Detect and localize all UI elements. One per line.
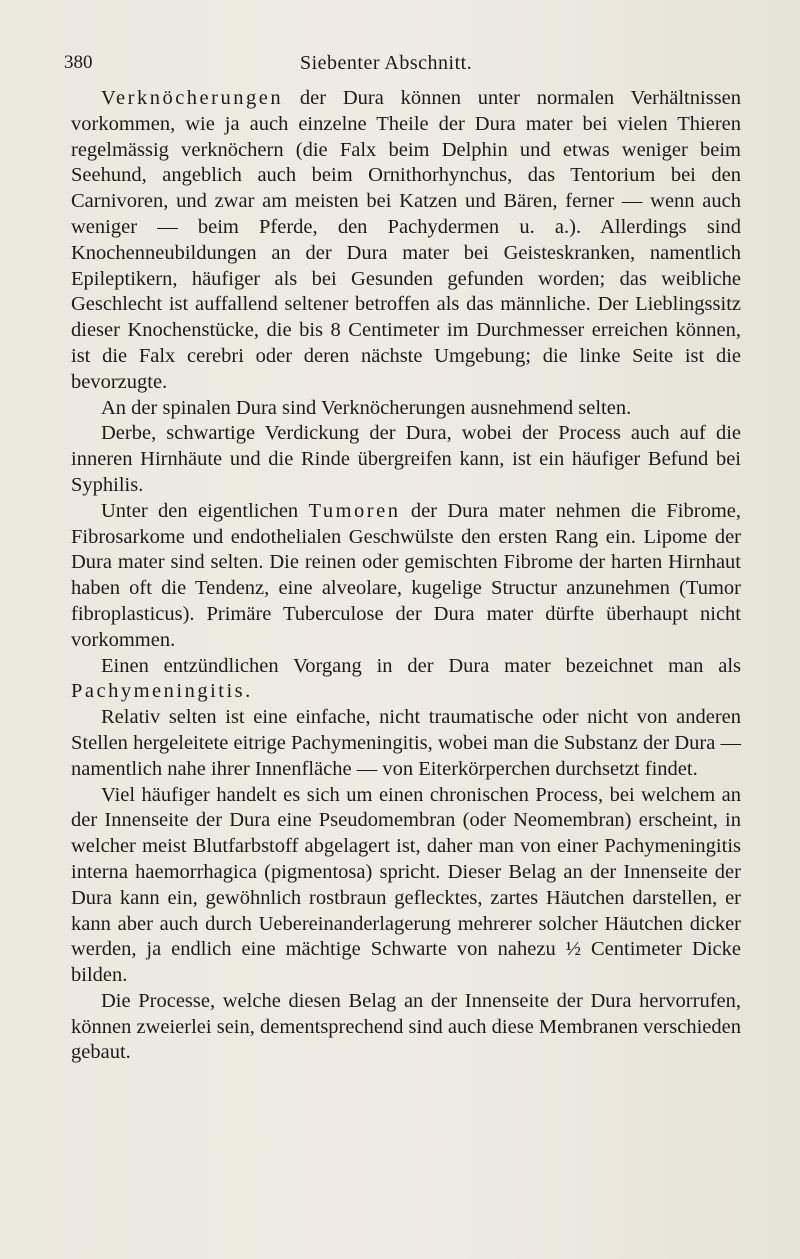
paragraph (71, 86, 741, 396)
paragraph-text: Viel häufiger handelt es sich um einen chronischen Process, bei welchem an der Innenseite der Dura eine Pseudomembran (oder Neomembran) erscheint, in welcher meist Blutfarbstoff abgelagert ist, daher man von einer Pachymeningitis interna haemorrhagica (pigmentosa) spricht. Dieser Belag an der Innenseite der Dura kann ein, gewöhnlich rostbraun geflecktes, zartes Häutchen darstellen, er kann aber auch durch Uebereinanderlagerung mehrerer solcher Häutchen dicker werden, ja endlich eine mächtige Schwarte von nahezu ½ Centimeter Dicke bilden. (71, 783, 741, 987)
page-number: 380 (64, 52, 93, 73)
running-title: Siebenter Abschnitt. (300, 52, 473, 74)
paragraph (71, 705, 741, 782)
paragraph (71, 421, 741, 498)
paragraph-text: An der spinalen Dura sind Verknöcherungen ausnehmend selten. (101, 396, 632, 419)
spaced-term: Pachymeningitis (71, 680, 246, 703)
paragraph (71, 654, 741, 706)
paragraph-pre: Unter den eigentlichen (101, 499, 309, 522)
paragraph-text: der Dura mater nehmen die Fibrome, Fibrosarkome und endothelialen Geschwülste den ersten Rang ein. Lipome der Dura mater sind selten. Die reinen oder gemischten Fibrome der harten Hirnhaut haben oft die Tendenz, eine alveolare, kugelige Structur anzunehmen (Tumor fibroplasticus). Primäre Tuberculose der Dura mater dürfte überhaupt nicht vorkommen. (71, 499, 742, 651)
paragraph-text: Relativ selten ist eine einfache, nicht traumatische oder nicht von anderen Stellen hergeleitete eitrige Pachymeningitis, wobei man die Substanz der Dura — namentlich nahe ihrer Innenfläche — von Eiterkörperchen durchsetzt findet. (71, 706, 741, 780)
paragraph-text: . (245, 680, 251, 703)
paragraph (71, 989, 741, 1066)
spaced-term: Verknöcherungen (101, 87, 284, 109)
paragraph-text: Die Processe, welche diesen Belag an der Innenseite der Dura hervorrufen, können zweierlei sein, dementsprechend sind auch diese Membranen verschieden gebaut. (71, 989, 741, 1064)
paragraph-text: der Dura können unter normalen Verhältnissen vorkommen, wie ja auch einzelne Theile der Dura mater bei vielen Thieren regelmässig verknöchern (die Falx beim Delphin und etwas weniger beim Seehund, angeblich auch beim Ornithorhynchus, das Tentorium bei den Carnivoren, und zwar am meisten bei Katzen und Bären, ferner — wenn auch weniger — beim Pferde, den Pachydermen u. a.). Allerdings sind Knochenneubildungen an der Dura mater bei Geisteskranken, namentlich Epileptikern, häufiger als bei Gesunden gefunden worden; das weibliche Geschlecht ist auffallend seltener betroffen als das männliche. Der Lieblingssitz dieser Knochenstücke, die bis 8 Centimeter im Durchmesser erreichen können, ist die Falx cerebri oder deren nächste Umgebung; die linke Seite ist die bevorzugte. (71, 87, 741, 393)
paragraph-text: Derbe, schwartige Verdickung der Dura, wobei der Process auch auf die inneren Hirnhäute und die Rinde übergreifen kann, ist ein häufiger Befund bei Syphilis. (71, 422, 741, 496)
paragraph-pre: Einen entzündlichen Vorgang in der Dura mater bezeichnet man als (101, 654, 741, 677)
paragraph (71, 499, 741, 654)
spaced-term: Tumoren (308, 499, 401, 522)
body-text (71, 86, 741, 1066)
paragraph (71, 783, 741, 989)
paragraph (71, 396, 741, 422)
